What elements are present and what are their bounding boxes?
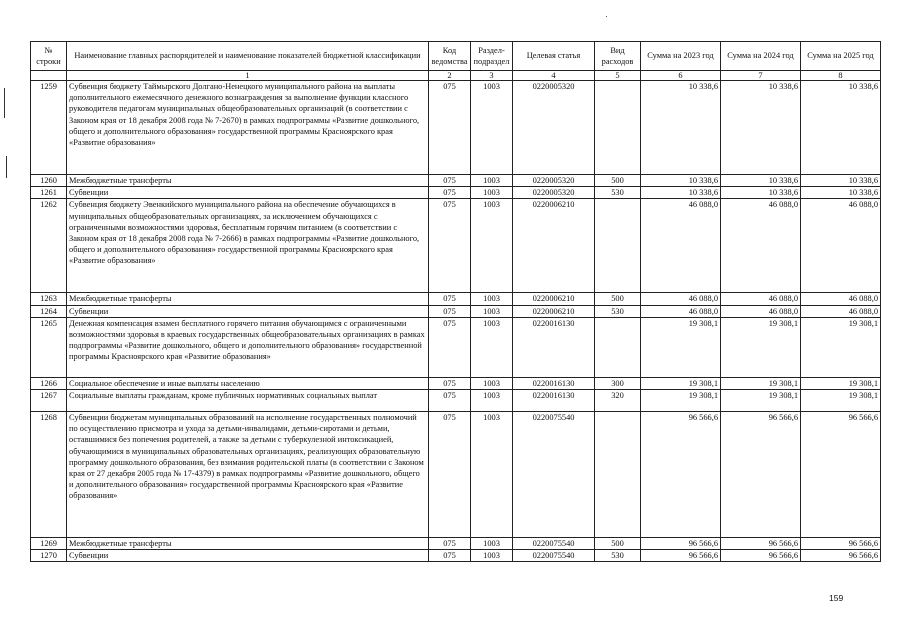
row-sum-2024: 10 338,6 (721, 187, 801, 199)
row-section: 1003 (471, 538, 513, 550)
header-row (31, 42, 881, 71)
row-type: 530 (595, 187, 641, 199)
row-name: Межбюджетные трансферты (67, 293, 429, 305)
row-section: 1003 (471, 390, 513, 412)
row-sum-2023: 96 566,6 (641, 538, 721, 550)
row-code: 075 (429, 538, 471, 550)
column-number: 8 (801, 71, 881, 81)
row-name: Социальное обеспечение и иные выплаты населению (67, 377, 429, 389)
row-section: 1003 (471, 317, 513, 377)
table-body (31, 81, 881, 562)
column-number: 4 (513, 71, 595, 81)
row-sum-2025: 10 338,6 (801, 175, 881, 187)
row-sum-2025: 96 566,6 (801, 538, 881, 550)
row-sum-2024: 46 088,0 (721, 293, 801, 305)
row-sum-2023: 10 338,6 (641, 81, 721, 175)
row-number: 1259 (31, 81, 67, 175)
row-sum-2024: 96 566,6 (721, 550, 801, 562)
row-sum-2024: 96 566,6 (721, 412, 801, 538)
row-name: Социальные выплаты гражданам, кроме публичных нормативных социальных выплат (67, 390, 429, 412)
row-sum-2025: 46 088,0 (801, 199, 881, 293)
row-sum-2024: 96 566,6 (721, 538, 801, 550)
row-section: 1003 (471, 550, 513, 562)
row-sum-2025: 96 566,6 (801, 412, 881, 538)
row-target: 0220005320 (513, 81, 595, 175)
header-section: Раздел-подраздел (471, 42, 513, 71)
budget-table (30, 41, 881, 562)
row-section: 1003 (471, 175, 513, 187)
row-target: 0220075540 (513, 412, 595, 538)
row-sum-2024: 10 338,6 (721, 175, 801, 187)
row-sum-2023: 46 088,0 (641, 199, 721, 293)
row-section: 1003 (471, 412, 513, 538)
row-number: 1263 (31, 293, 67, 305)
column-number: 2 (429, 71, 471, 81)
header-2025: Сумма на 2025 год (801, 42, 881, 71)
row-target: 0220075540 (513, 550, 595, 562)
header-code: Код ведомства (429, 42, 471, 71)
row-section: 1003 (471, 293, 513, 305)
table-row (31, 538, 881, 550)
scan-speck (606, 16, 607, 17)
table-row (31, 317, 881, 377)
row-name: Межбюджетные трансферты (67, 538, 429, 550)
row-sum-2024: 19 308,1 (721, 390, 801, 412)
row-number: 1260 (31, 175, 67, 187)
row-sum-2025: 19 308,1 (801, 377, 881, 389)
table-row (31, 293, 881, 305)
row-sum-2023: 10 338,6 (641, 175, 721, 187)
row-sum-2023: 96 566,6 (641, 550, 721, 562)
row-section: 1003 (471, 81, 513, 175)
row-section: 1003 (471, 305, 513, 317)
row-type: 530 (595, 305, 641, 317)
row-sum-2023: 19 308,1 (641, 377, 721, 389)
row-sum-2024: 19 308,1 (721, 377, 801, 389)
column-number (31, 71, 67, 81)
row-target: 0220005320 (513, 175, 595, 187)
row-sum-2023: 46 088,0 (641, 293, 721, 305)
column-number: 1 (67, 71, 429, 81)
row-sum-2023: 46 088,0 (641, 305, 721, 317)
row-code: 075 (429, 377, 471, 389)
row-number: 1262 (31, 199, 67, 293)
row-type (595, 412, 641, 538)
row-code: 075 (429, 412, 471, 538)
row-name: Субвенция бюджету Эвенкийского муниципального района на обеспечение обучающихся в муниципальных общеобразовательных организациях, за исключением обучающихся с ограниченными возможностями здоровья, бесплатным горячим питанием (в соответствии с Законом края от 18 декабря 2008 года № 7-2666) в рамках подпрограммы «Развитие дошкольного, общего и дополнительного образования» государственной программы Красноярского края «Развитие образования» (67, 199, 429, 293)
page-number: 159 (829, 593, 844, 603)
row-sum-2025: 19 308,1 (801, 390, 881, 412)
header-name: Наименование главных распорядителей и наименование показателей бюджетной классификации (67, 42, 429, 71)
row-code: 075 (429, 175, 471, 187)
row-target: 0220005320 (513, 187, 595, 199)
row-sum-2023: 96 566,6 (641, 412, 721, 538)
header-num: № строки (31, 42, 67, 71)
row-type: 500 (595, 538, 641, 550)
header-2023: Сумма на 2023 год (641, 42, 721, 71)
row-type: 500 (595, 293, 641, 305)
row-target: 0220006210 (513, 305, 595, 317)
row-type: 500 (595, 175, 641, 187)
row-number: 1270 (31, 550, 67, 562)
table-row (31, 305, 881, 317)
row-target: 0220006210 (513, 199, 595, 293)
row-sum-2025: 19 308,1 (801, 317, 881, 377)
row-name: Субвенции бюджетам муниципальных образований на исполнение государственных полномочий по осуществлению присмотра и ухода за детьми-инвалидами, детьми-сиротами и детьми, оставшимися без попечения родителей, а также за детьми с туберкулезной интоксикацией, обучающимися в муниципальных образовательных организациях, реализующих образовательную программу дошкольного образования, без взимания родительской платы (в соответствии с Законом края от 27 декабря 2005 года № 17-4379) в рамках подпрограммы «Развитие дошкольного, общего и дополнительного образования» государственной программы Красноярского края «Развитие образования» (67, 412, 429, 538)
row-type: 530 (595, 550, 641, 562)
row-target: 0220016130 (513, 317, 595, 377)
row-type: 320 (595, 390, 641, 412)
margin-mark (6, 156, 7, 178)
row-target: 0220016130 (513, 377, 595, 389)
row-code: 075 (429, 199, 471, 293)
column-number: 3 (471, 71, 513, 81)
row-name: Денежная компенсация взамен бесплатного горячего питания обучающимся с ограниченными возможностями здоровья в краевых государственных общеобразовательных организациях в рамках подпрограммы «Развитие дошкольного, общего и дополнительного образования» государственной программы Красноярского края «Развитие образования» (67, 317, 429, 377)
row-code: 075 (429, 81, 471, 175)
row-section: 1003 (471, 377, 513, 389)
row-sum-2025: 10 338,6 (801, 187, 881, 199)
table-row (31, 175, 881, 187)
row-code: 075 (429, 305, 471, 317)
row-name: Субвенции (67, 305, 429, 317)
table-row (31, 377, 881, 389)
header-target: Целевая статья (513, 42, 595, 71)
table-row (31, 81, 881, 175)
row-sum-2023: 10 338,6 (641, 187, 721, 199)
row-name: Межбюджетные трансферты (67, 175, 429, 187)
table-row (31, 187, 881, 199)
row-sum-2024: 10 338,6 (721, 81, 801, 175)
row-number: 1261 (31, 187, 67, 199)
row-name: Субвенция бюджету Таймырского Долгано-Ненецкого муниципального района на выплаты дополнительного ежемесячного денежного вознаграждения за выполнение функции классного руководителя педагогам муниципальных общеобразовательных организаций (в соответствии с Законом края от 18 декабря 2008 года № 7-2670) в рамках подпрограммы «Развитие дошкольного, общего и дополнительного образования» государственной программы Красноярского края «Развитие образования» (67, 81, 429, 175)
row-code: 075 (429, 187, 471, 199)
column-number: 5 (595, 71, 641, 81)
table-row (31, 199, 881, 293)
header-2024: Сумма на 2024 год (721, 42, 801, 71)
row-sum-2025: 10 338,6 (801, 81, 881, 175)
row-sum-2025: 46 088,0 (801, 293, 881, 305)
row-section: 1003 (471, 187, 513, 199)
row-sum-2024: 46 088,0 (721, 199, 801, 293)
table-row (31, 412, 881, 538)
row-number: 1269 (31, 538, 67, 550)
row-number: 1264 (31, 305, 67, 317)
row-sum-2023: 19 308,1 (641, 390, 721, 412)
row-type (595, 199, 641, 293)
row-number: 1265 (31, 317, 67, 377)
row-code: 075 (429, 317, 471, 377)
row-number: 1268 (31, 412, 67, 538)
row-section: 1003 (471, 199, 513, 293)
row-sum-2024: 19 308,1 (721, 317, 801, 377)
row-name: Субвенции (67, 187, 429, 199)
table-row (31, 390, 881, 412)
row-sum-2024: 46 088,0 (721, 305, 801, 317)
row-number: 1266 (31, 377, 67, 389)
row-sum-2023: 19 308,1 (641, 317, 721, 377)
row-sum-2025: 96 566,6 (801, 550, 881, 562)
row-target: 0220075540 (513, 538, 595, 550)
column-number: 7 (721, 71, 801, 81)
row-code: 075 (429, 390, 471, 412)
row-target: 0220006210 (513, 293, 595, 305)
margin-mark (4, 88, 5, 118)
row-code: 075 (429, 550, 471, 562)
row-type: 300 (595, 377, 641, 389)
column-number: 6 (641, 71, 721, 81)
column-number-row (31, 71, 881, 81)
row-number: 1267 (31, 390, 67, 412)
row-type (595, 317, 641, 377)
row-target: 0220016130 (513, 390, 595, 412)
table-row (31, 550, 881, 562)
header-type: Вид расходов (595, 42, 641, 71)
row-name: Субвенции (67, 550, 429, 562)
row-type (595, 81, 641, 175)
row-sum-2025: 46 088,0 (801, 305, 881, 317)
row-code: 075 (429, 293, 471, 305)
